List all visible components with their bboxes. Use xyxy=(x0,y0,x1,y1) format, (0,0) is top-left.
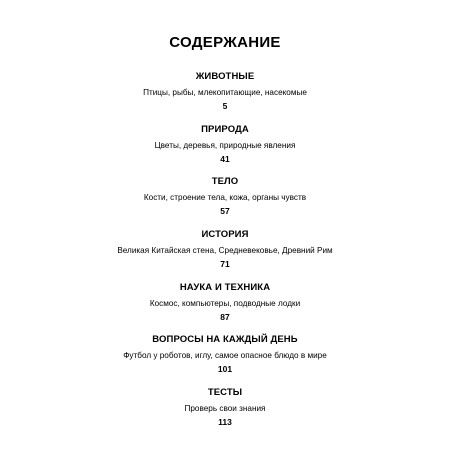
entry-page-number: 87 xyxy=(220,312,230,322)
toc-entry-tests xyxy=(0,387,450,428)
entry-title: ТЕСТЫ xyxy=(207,387,243,398)
page-title: СОДЕРЖАНИЕ xyxy=(169,34,281,51)
entry-page-number: 57 xyxy=(220,206,230,216)
toc-entry-body xyxy=(0,176,450,217)
toc-entry-questions xyxy=(0,334,450,375)
entry-title: ПРИРОДА xyxy=(201,124,249,135)
entry-title: ИСТОРИЯ xyxy=(201,229,249,240)
entry-title: НАУКА И ТЕХНИКА xyxy=(179,282,271,293)
entry-subtitle: Космос, компьютеры, подводные лодки xyxy=(149,299,301,308)
entry-page-number: 5 xyxy=(222,101,228,111)
entry-subtitle: Футбол у роботов, иглу, самое опасное блюдо в мире xyxy=(123,351,327,360)
entry-page-number: 113 xyxy=(218,417,232,427)
entry-page-number: 101 xyxy=(217,364,233,374)
entry-page-number: 41 xyxy=(220,154,230,164)
entry-subtitle: Цветы, деревья, природные явления xyxy=(154,141,296,150)
toc-entry-science xyxy=(0,282,450,323)
entry-subtitle: Проверь свои знания xyxy=(184,404,266,413)
toc-entry-nature xyxy=(0,124,450,165)
entry-subtitle: Великая Китайская стена, Средневековье, Древний Рим xyxy=(117,246,333,255)
entry-title: ТЕЛО xyxy=(211,176,239,187)
entry-subtitle: Кости, строение тела, кожа, органы чувств xyxy=(143,193,307,202)
toc-entry-history xyxy=(0,229,450,270)
entry-subtitle: Птицы, рыбы, млекопитающие, насекомые xyxy=(143,88,307,97)
entry-title: ВОПРОСЫ НА КАЖДЫЙ ДЕНЬ xyxy=(152,334,298,345)
toc-entry-animals xyxy=(0,71,450,112)
entry-page-number: 71 xyxy=(220,259,230,269)
entry-title: ЖИВОТНЫЕ xyxy=(195,71,255,82)
